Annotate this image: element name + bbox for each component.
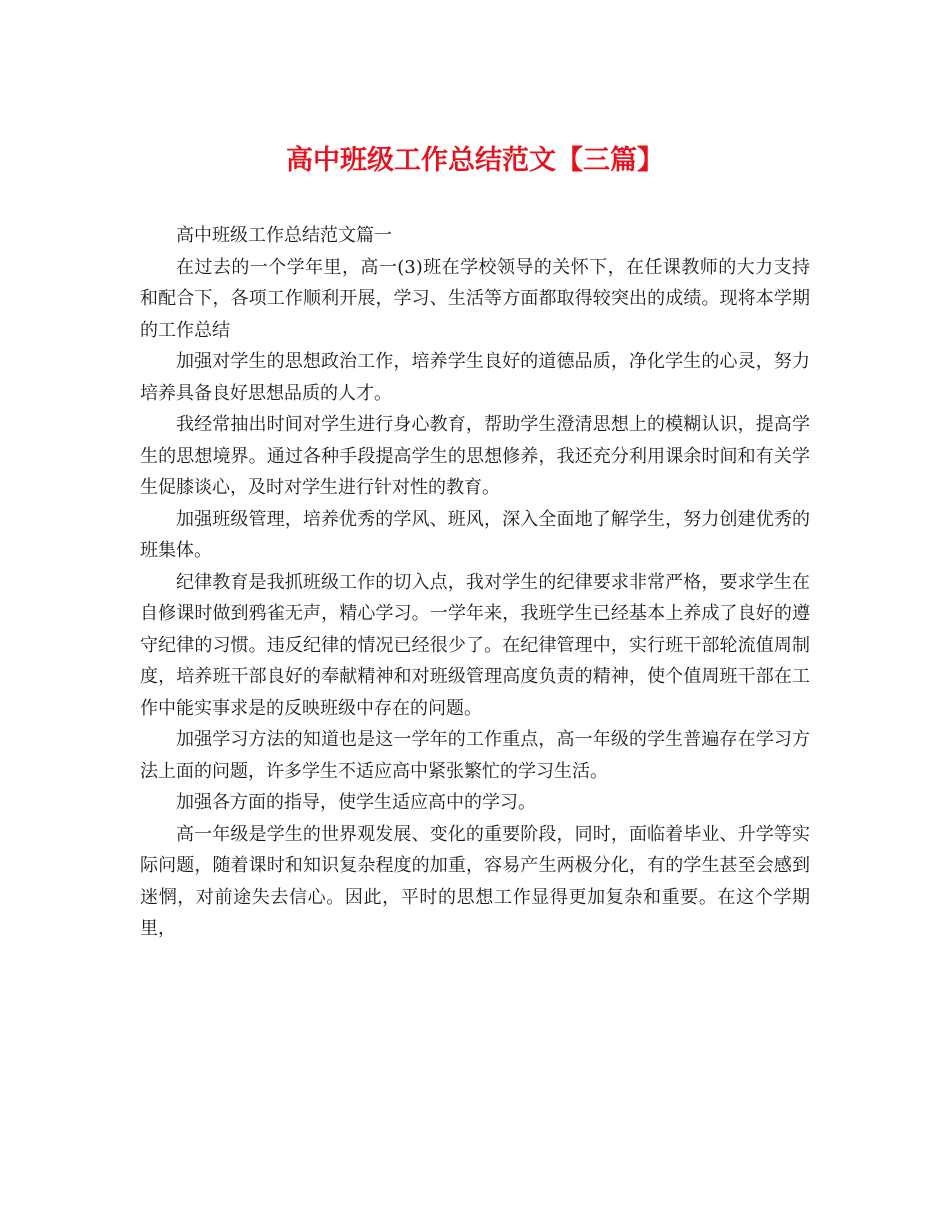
paragraph: 加强班级管理，培养优秀的学风、班风，深入全面地了解学生，努力创建优秀的班集体。 — [140, 508, 810, 561]
paragraph: 我经常抽出时间对学生进行身心教育，帮助学生澄清思想上的模糊认识，提高学生的思想境界。通过各种手段提高学生的思想修养，我还充分利用课余时间和有关学生促膝谈心，及时对学生进行针对性的教育。 — [140, 414, 810, 498]
paragraph: 加强对学生的思想政治工作，培养学生良好的道德品质，净化学生的心灵，努力培养具备良好思想品质的人才。 — [140, 351, 810, 404]
paragraph: 加强各方面的指导，使学生适应高中的学习。 — [176, 792, 536, 813]
document-title: 高中班级工作总结范文【三篇】 — [286, 145, 664, 176]
paragraph: 加强学习方法的知道也是这一学年的工作重点，高一年级的学生普遍存在学习方法上面的问题，许多学生不适应高中紧张繁忙的学习生活。 — [140, 729, 810, 782]
section-heading: 高中班级工作总结范文篇一 — [176, 225, 392, 246]
document-body — [140, 220, 810, 945]
paragraph: 高一年级是学生的世界观发展、变化的重要阶段，同时，面临着毕业、升学等实际问题，随着课时和知识复杂程度的加重，容易产生两极分化，有的学生甚至会感到迷惘，对前途失去信心。因此，平时的思想工作显得更加复杂和重要。在这个学期里， — [140, 823, 810, 939]
paragraph: 在过去的一个学年里，高一(3)班在学校领导的关怀下，在任课教师的大力支持和配合下，各项工作顺利开展，学习、生活等方面都取得较突出的成绩。现将本学期的工作总结 — [140, 256, 810, 341]
paragraph: 纪律教育是我抓班级工作的切入点，我对学生的纪律要求非常严格，要求学生在自修课时做到鸦雀无声，精心学习。一学年来，我班学生已经基本上养成了良好的遵守纪律的习惯。违反纪律的情况已经很少了。在纪律管理中，实行班干部轮流值周制度，培养班干部良好的奉献精神和对班级管理高度负责的精神，使个值周班干部在工作中能实事求是的反映班级中存在的问题。 — [140, 571, 810, 719]
